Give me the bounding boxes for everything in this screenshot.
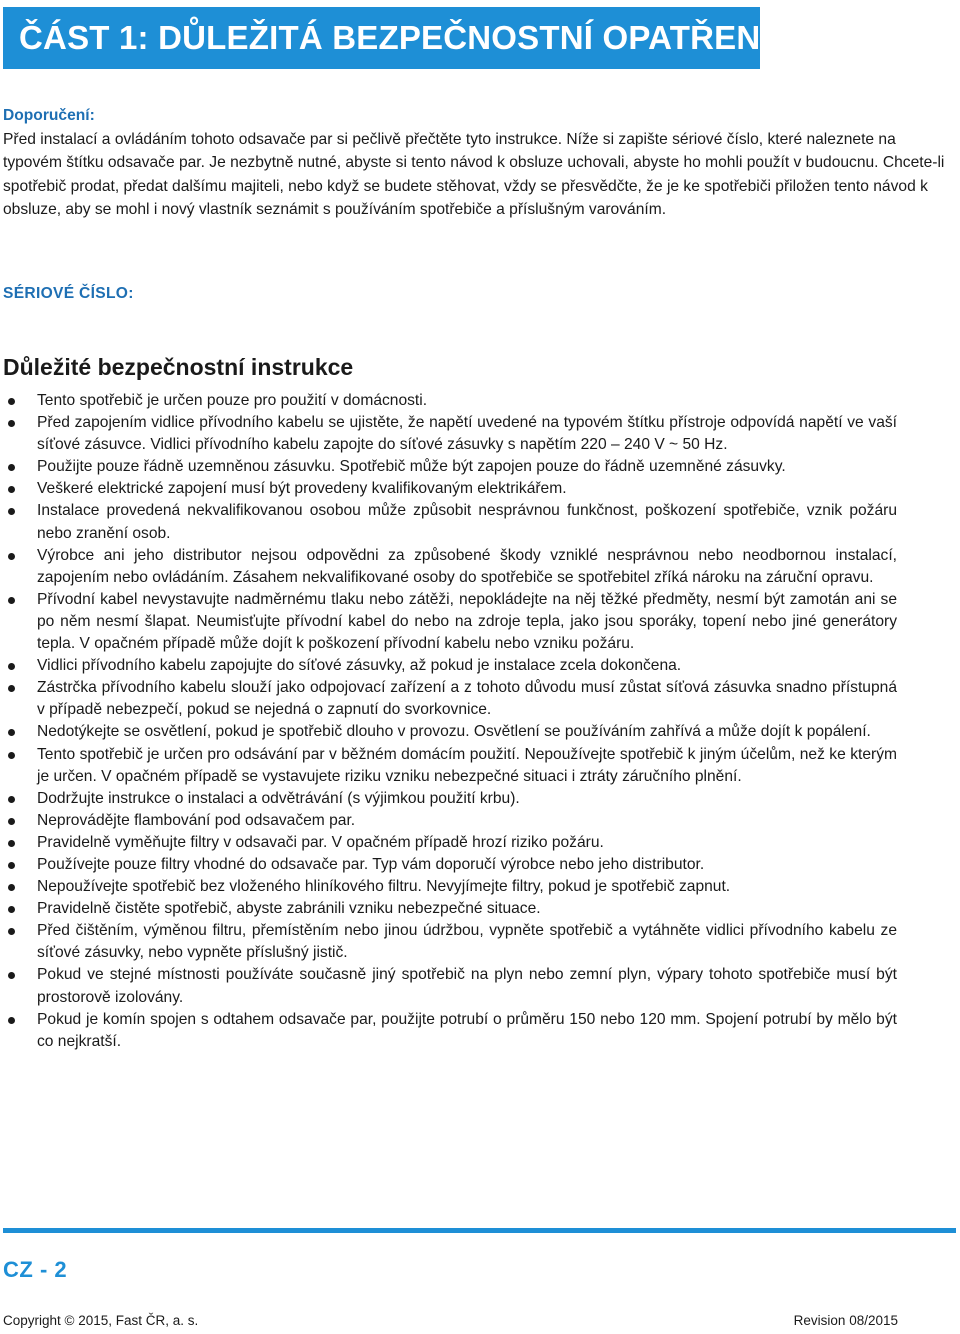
bullet-icon — [8, 796, 15, 803]
instruction-text: Tento spotřebič je určen pro odsávání par v běžném domácím použití. Nepoužívejte spotřebič k jiným účelům, než ke kterým je určen. V opačném případě se vystavujete riziku vzniku nebezpečné situaci i ztráty záručního plnění. — [37, 745, 897, 785]
instruction-text: Nepoužívejte spotřebič bez vloženého hliníkového filtru. Nevyjímejte filtry, pokud je spotřebič zapnut. — [37, 878, 731, 896]
instruction-item — [3, 412, 897, 456]
bullet-icon — [8, 1017, 15, 1024]
footer-divider — [3, 1228, 956, 1233]
instruction-item — [3, 500, 897, 544]
instruction-item — [3, 876, 897, 898]
instructions-list — [3, 390, 897, 1053]
bullet-icon — [8, 464, 15, 471]
instruction-text: Pravidelně čistěte spotřebič, abyste zabránili vzniku nebezpečné situace. — [37, 900, 541, 918]
instruction-text: Instalace provedená nekvalifikovanou osobou může způsobit nesprávnou funkčnost, poškození spotřebiče, vznik požáru nebo zranění osob. — [37, 502, 897, 542]
bullet-icon — [8, 729, 15, 736]
revision-text: Revision 08/2015 — [793, 1313, 898, 1328]
bullet-icon — [8, 862, 15, 869]
instruction-text: Zástrčka přívodního kabelu slouží jako odpojovací zařízení a z tohoto důvodu musí zůstat síťová zásuvka snadno přístupná v případě nebezpečí, pokud se nejedná o zapnutí do svorkovnice. — [37, 679, 897, 719]
instruction-item — [3, 832, 897, 854]
bullet-icon — [8, 597, 15, 604]
instruction-text: Veškeré elektrické zapojení musí být provedeny kvalifikovaným elektrikářem. — [37, 480, 567, 498]
bullet-icon — [8, 884, 15, 891]
instruction-text: Pravidelně vyměňujte filtry v odsavači par. V opačném případě hrozí riziko požáru. — [37, 833, 604, 851]
bullet-icon — [8, 553, 15, 560]
instruction-item — [3, 788, 897, 810]
instruction-text: Použijte pouze řádně uzemněnou zásuvku. Spotřebič může být zapojen pouze do řádně uzemněné zásuvky. — [37, 458, 786, 476]
serial-number-label: SÉRIOVÉ ČÍSLO: — [3, 285, 134, 302]
intro-text: Před instalací a ovládáním tohoto odsavače par si pečlivě přečtěte tyto instrukce. Níže si zapište sériové číslo, které naleznete na typovém štítku odsavače par. Je nezbytně nutné, abyste si tento návod k obsluze uchovali, abyste ho mohli použít v budoucnu. Chcete-li spotřebič prodat, předat dalšímu majiteli, nebo když se budete stěhovat, vždy se přesvědčte, že je ke spotřebiči přiložen tento návod k obsluze, aby se mohl i nový vlastník seznámit s používáním spotřebiče a příslušným varováním. — [3, 130, 945, 219]
instruction-item — [3, 456, 897, 478]
instruction-text: Pokud ve stejné místnosti používáte současně jiný spotřebič na plyn nebo zemní plyn, výpary tohoto spotřebiče musí být prostorově izolovány. — [37, 966, 897, 1006]
section-heading: Důležité bezpečnostní instrukce — [3, 354, 354, 380]
instruction-text: Výrobce ani jeho distributor nejsou odpovědni za způsobené škody vzniklé nesprávnou nebo neodbornou instalací, zapojením nebo ovládáním. Zásahem nekvalifikované osoby do spotřebiče se spotřebitel zříká nároku na záruční opravu. — [37, 546, 897, 586]
instruction-item — [3, 898, 897, 920]
instruction-text: Před čištěním, výměnou filtru, přemístěním nebo jinou údržbou, vypněte spotřebič a vytáhněte vidlici přívodního kabelu ze síťové zásuvky, nebo vypněte příslušný jistič. — [37, 922, 897, 962]
instruction-text: Vidlici přívodního kabelu zapojujte do síťové zásuvky, až pokud je instalace zcela dokončena. — [37, 657, 682, 675]
instruction-item — [3, 478, 897, 500]
instruction-text: Pokud je komín spojen s odtahem odsavače par, použijte potrubí o průměru 150 nebo 120 mm. Spojení potrubí by mělo být co nejkratší. — [37, 1010, 897, 1050]
instruction-item — [3, 854, 897, 876]
instruction-item — [3, 920, 897, 964]
instruction-item — [3, 1009, 897, 1053]
bullet-icon — [8, 486, 15, 493]
bullet-icon — [8, 420, 15, 427]
page-title: ČÁST 1: DŮLEŽITÁ BEZPEČNOSTNÍ OPATŘENÍ — [19, 19, 770, 56]
instruction-item — [3, 545, 897, 589]
recommendation-label: Doporučení: — [3, 107, 95, 124]
instruction-item — [3, 677, 897, 721]
bullet-icon — [8, 840, 15, 847]
instruction-text: Před zapojením vidlice přívodního kabelu se ujistěte, že napětí uvedené na typovém štítku přístroje odpovídá napětí ve vaší síťové zásuvce. Vidlici přívodního kabelu zapojte do síťové zásuvky s napětím 220 – 240 V ~ 50 Hz. — [37, 414, 897, 454]
bullet-icon — [8, 818, 15, 825]
instruction-text: Dodržujte instrukce o instalaci a odvětrávání (s výjimkou použití krbu). — [37, 789, 520, 807]
instruction-item — [3, 390, 897, 412]
bullet-icon — [8, 685, 15, 692]
instruction-item — [3, 655, 897, 677]
instruction-text: Neprovádějte flambování pod odsavačem par. — [37, 811, 356, 829]
instruction-item — [3, 589, 897, 655]
instruction-text: Nedotýkejte se osvětlení, pokud je spotřebič dlouho v provozu. Osvětlení se používáním zahřívá a může dojít k popálení. — [37, 723, 871, 741]
instruction-text: Používejte pouze filtry vhodné do odsavače par. Typ vám doporučí výrobce nebo jeho distributor. — [37, 855, 705, 873]
bullet-icon — [8, 752, 15, 759]
instruction-text: Tento spotřebič je určen pouze pro použití v domácnosti. — [37, 392, 428, 409]
bullet-icon — [8, 398, 15, 405]
page-number: CZ - 2 — [3, 1257, 68, 1282]
bullet-icon — [8, 906, 15, 913]
bullet-icon — [8, 972, 15, 979]
instruction-item — [3, 721, 897, 743]
copyright-text: Copyright © 2015, Fast ČR, a. s. — [3, 1313, 199, 1328]
instruction-item — [3, 964, 897, 1008]
instruction-item — [3, 810, 897, 832]
intro-section — [3, 104, 955, 222]
instruction-item — [3, 744, 897, 788]
bullet-icon — [8, 928, 15, 935]
bullet-icon — [8, 663, 15, 670]
instruction-text: Přívodní kabel nevystavujte nadměrnému tlaku nebo zátěži, nepokládejte na něj těžké předměty, nesmí být zamotán ani se po něm nesmí šlapat. Neumisťujte přívodní kabel do nebo na zdroje tepla, jako jsou sporáky, topení nebo jiné generátory tepla. V opačném případě může dojít k poškození přívodní kabelu nebo vzniku požáru. — [37, 590, 897, 653]
bullet-icon — [8, 508, 15, 515]
title-banner — [3, 7, 770, 69]
